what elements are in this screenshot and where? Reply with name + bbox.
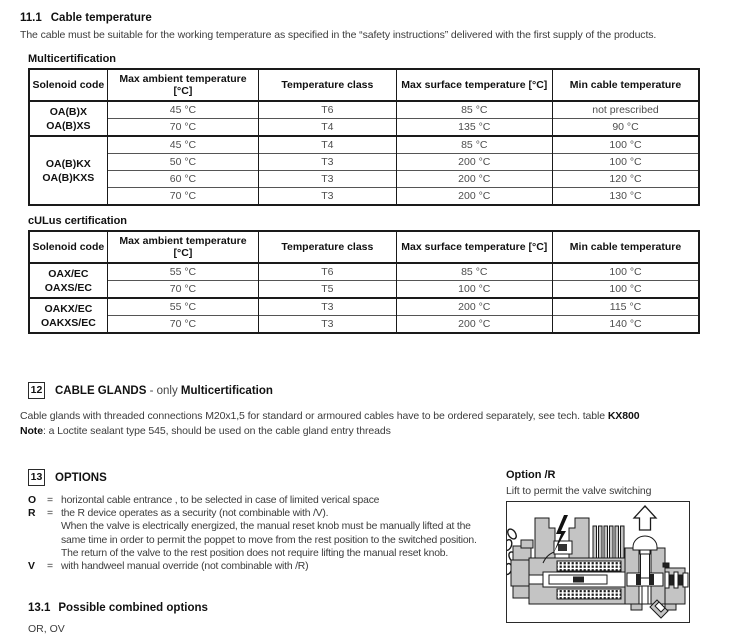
- header-cell: Min cable temperature: [553, 231, 699, 263]
- header-cell: Solenoid code: [29, 231, 107, 263]
- table-row: [29, 136, 699, 154]
- value-cell: T4: [259, 136, 396, 154]
- value-cell: 100 °C: [553, 263, 699, 281]
- options-column: [20, 469, 506, 635]
- value-cell: T3: [259, 188, 396, 206]
- header-cell: Min cable temperature: [553, 69, 699, 101]
- value-cell: 55 °C: [107, 298, 258, 316]
- option-text-o: [61, 494, 506, 507]
- value-cell: 60 °C: [107, 171, 258, 188]
- value-cell: 135 °C: [396, 119, 552, 137]
- culus-certification-table: [28, 230, 700, 334]
- header-cell: Temperature class: [259, 69, 396, 101]
- section-title: Cable temperature: [50, 12, 152, 24]
- value-cell: 45 °C: [107, 101, 258, 119]
- solenoid-code-cell: OAKX/EC OAKXS/EC: [29, 298, 107, 333]
- section-number: 11.1: [20, 12, 42, 24]
- only-label: - only: [146, 384, 181, 397]
- section-13-heading: [28, 469, 506, 486]
- options-list: [28, 494, 506, 573]
- value-cell: 100 °C: [553, 281, 699, 299]
- equals-sign: =: [47, 495, 53, 506]
- option-text-line: When the valve is electrically energized, the manual reset knob must be manually lifted at the: [61, 521, 471, 533]
- section-title: Possible combined options: [58, 602, 208, 615]
- value-cell: 70 °C: [107, 119, 258, 137]
- option-text-line: horizontal cable entrance , to be selected in case of limited verical space: [61, 495, 380, 506]
- valve-cross-section-illustration: [507, 502, 689, 622]
- value-cell: 120 °C: [553, 171, 699, 188]
- option-key-r: R: [28, 508, 36, 520]
- table-row: [29, 101, 699, 119]
- solenoid-code-cell: OA(B)X OA(B)XS: [29, 101, 107, 136]
- option-text-line: the R device operates as a security (not combinable with /V).: [61, 508, 329, 520]
- value-cell: 50 °C: [107, 154, 258, 171]
- header-cell: Max ambient temperature [°C]: [107, 231, 258, 263]
- option-text-line: The return of the valve to the rest position does not require lifting the manual reset knob.: [61, 547, 449, 559]
- option-key-v: V: [28, 561, 35, 573]
- section-12-heading: [28, 382, 720, 399]
- option-r-title: Option /R: [506, 469, 556, 481]
- combined-options-value: OR, OV: [28, 623, 65, 635]
- header-cell: Max surface temperature [°C]: [396, 69, 552, 101]
- option-r-column: [506, 469, 720, 635]
- value-cell: 200 °C: [396, 154, 552, 171]
- option-key-o: O: [28, 495, 36, 506]
- table-row: [29, 119, 699, 137]
- header-cell: Max ambient temperature [°C]: [107, 69, 258, 101]
- solenoid-code-cell: OAX/EC OAXS/EC: [29, 263, 107, 298]
- value-cell: T3: [259, 316, 396, 334]
- table-row: [29, 188, 699, 206]
- option-item-r: [28, 507, 506, 560]
- section-12-note: [20, 424, 720, 439]
- value-cell: T3: [259, 154, 396, 171]
- section-12-body: [20, 409, 720, 424]
- option-text-line: same time in order to permit the poppet to move from the rest position to the switched position.: [61, 534, 477, 546]
- value-cell: 130 °C: [553, 188, 699, 206]
- section-12-number-box: 12: [28, 382, 45, 399]
- value-cell: 100 °C: [553, 154, 699, 171]
- value-cell: 55 °C: [107, 263, 258, 281]
- option-text-line: with handweel manual override (not combinable with /R): [61, 561, 309, 573]
- value-cell: 100 °C: [396, 281, 552, 299]
- value-cell: 70 °C: [107, 316, 258, 334]
- value-cell: 45 °C: [107, 136, 258, 154]
- lift-arrow-icon: [634, 506, 656, 530]
- value-cell: T3: [259, 298, 396, 316]
- section-11-1-heading: [20, 12, 720, 24]
- table-row: [29, 316, 699, 334]
- header-cell: Max surface temperature [°C]: [396, 231, 552, 263]
- kx800-ref: KX800: [607, 410, 640, 422]
- equals-sign: =: [47, 508, 53, 520]
- value-cell: T5: [259, 281, 396, 299]
- option-item-v: [28, 560, 506, 573]
- option-item-o: [28, 494, 506, 507]
- value-cell: T6: [259, 101, 396, 119]
- value-cell: T3: [259, 171, 396, 188]
- section-13-number-box: 13: [28, 469, 45, 486]
- table-row: [29, 171, 699, 188]
- value-cell: 100 °C: [553, 136, 699, 154]
- table-row: [29, 263, 699, 281]
- table-row: [29, 154, 699, 171]
- value-cell: 70 °C: [107, 281, 258, 299]
- solenoid-code-cell: OA(B)KX OA(B)KXS: [29, 136, 107, 205]
- equals-sign: =: [47, 561, 53, 573]
- value-cell: 85 °C: [396, 136, 552, 154]
- table-row: [29, 281, 699, 299]
- value-cell: 140 °C: [553, 316, 699, 334]
- value-cell: T4: [259, 119, 396, 137]
- culus-certification-title: cULus certification: [28, 215, 128, 227]
- value-cell: 85 °C: [396, 101, 552, 119]
- option-text-r: [61, 507, 506, 560]
- option-r-figure-frame: [506, 501, 690, 623]
- value-cell: 200 °C: [396, 171, 552, 188]
- section-number: 13.1: [28, 602, 51, 615]
- section-11-1-body: The cable must be suitable for the working temperature as specified in the “safety instructions” delivered with the first supply of the products.: [20, 29, 657, 41]
- multicertification-title: Multicertification: [28, 53, 117, 65]
- note-text: : a Loctite sealant type 545, should be used on the cable gland entry threads: [42, 425, 391, 437]
- value-cell: 85 °C: [396, 263, 552, 281]
- value-cell: 200 °C: [396, 316, 552, 334]
- value-cell: T6: [259, 263, 396, 281]
- table-row: [29, 298, 699, 316]
- value-cell: 200 °C: [396, 188, 552, 206]
- option-r-caption: Lift to permit the valve switching: [506, 485, 652, 497]
- section-13-1-heading: [28, 602, 506, 614]
- option-text-v: [61, 560, 506, 573]
- value-cell: 90 °C: [553, 119, 699, 137]
- section-12-title: [55, 385, 273, 397]
- value-cell: 200 °C: [396, 298, 552, 316]
- cable-glands-text: Cable glands with threaded connections M20x1,5 for standard or armoured cables have to be ordered separately, see tech. table: [20, 410, 608, 422]
- multicertification-label: Multicertification: [180, 384, 273, 397]
- header-cell: Solenoid code: [29, 69, 107, 101]
- cable-glands-label: CABLE GLANDS: [55, 384, 147, 397]
- value-cell: 70 °C: [107, 188, 258, 206]
- note-label: Note: [20, 425, 43, 437]
- multicertification-table: [28, 68, 700, 206]
- value-cell: 115 °C: [553, 298, 699, 316]
- section-13-title: OPTIONS: [55, 471, 107, 484]
- value-cell: not prescribed: [553, 101, 699, 119]
- header-cell: Temperature class: [259, 231, 396, 263]
